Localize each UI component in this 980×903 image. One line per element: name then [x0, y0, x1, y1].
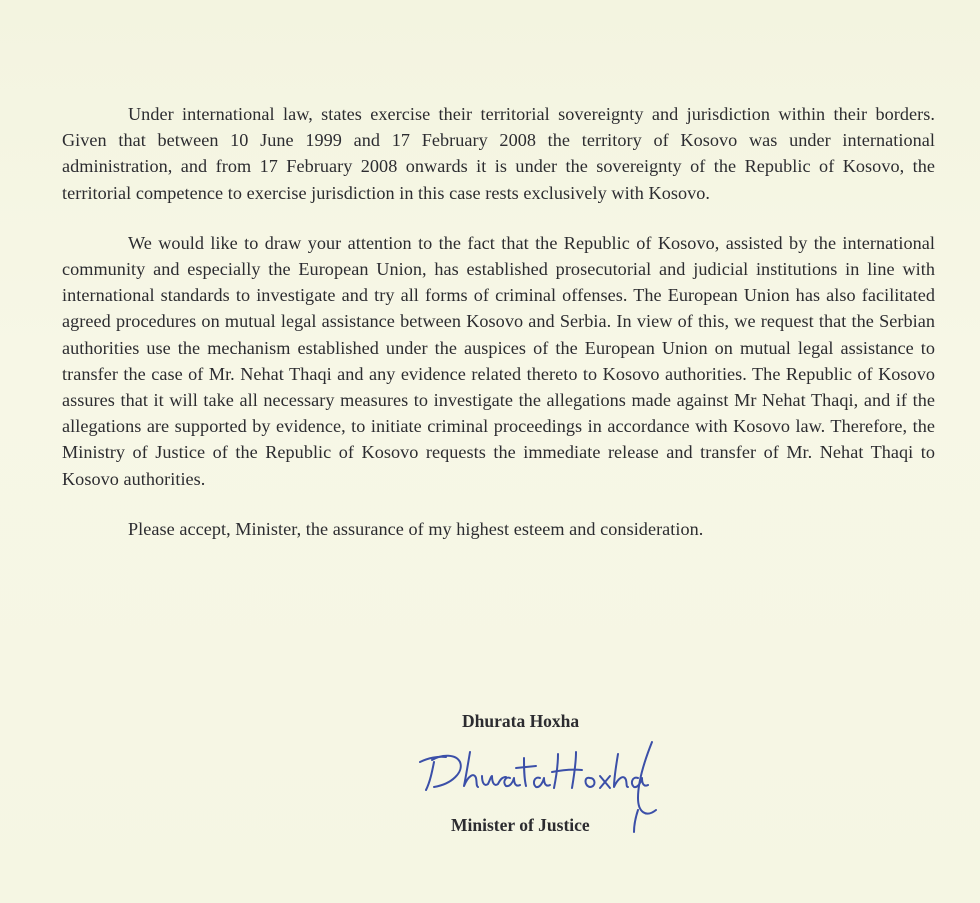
- paragraph-jurisdiction: Under international law, states exercise their territorial sovereignty and jurisdiction within their borders. Given that between 10 June 1999 and 17 February 2008 the territory of Kosovo was under international administration, and from 17 February 2008 onwards it is under the sovereignty of the Republic of Kosovo, the territorial competence to exercise jurisdiction in this case rests exclusively with Kosovo.: [62, 104, 935, 203]
- signer-name: Dhurata Hoxha: [462, 711, 580, 731]
- signer-title: Minister of Justice: [451, 815, 590, 835]
- letter-body: [62, 101, 935, 542]
- paragraph-closing: Please accept, Minister, the assurance of my highest esteem and consideration.: [128, 518, 704, 539]
- paragraph-request: We would like to draw your attention to the fact that the Republic of Kosovo, assisted by the international community and especially the European Union, has established prosecutorial and judicial institutions in line with international standards to investigate and try all forms of criminal offenses. The European Union has also facilitated agreed procedures on mutual legal assistance between Kosovo and Serbia. In view of this, we request that the Serbian authorities use the mechanism established under the auspices of the European Union on mutual legal assistance to transfer the case of Mr. Nehat Thaqi and any evidence related thereto to Kosovo authorities. The Republic of Kosovo assures that it will take all necessary measures to investigate the allegations made against Mr Nehat Thaqi, and if the allegations are supported by evidence, to initiate criminal proceedings in accordance with Kosovo law. Therefore, the Ministry of Justice of the Republic of Kosovo requests the immediate release and transfer of Mr. Nehat Thaqi to Kosovo authorities.: [62, 232, 935, 489]
